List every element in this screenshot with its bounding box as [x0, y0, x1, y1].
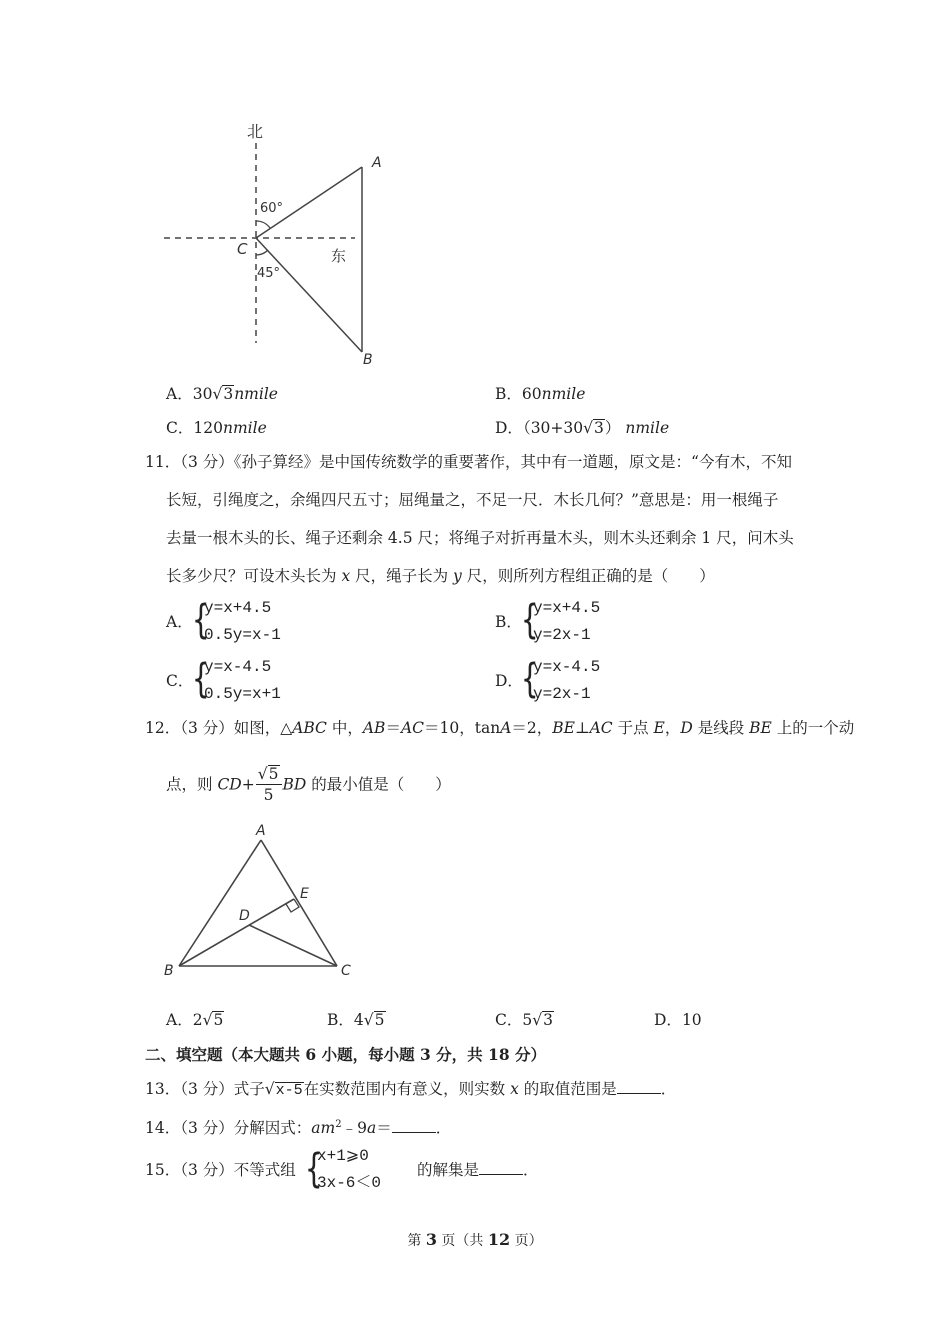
text: 的最小值是（ ） [306, 775, 451, 794]
equation-2: 0.5y=x-1 [204, 626, 281, 644]
text: 于点 [612, 719, 654, 737]
option-label: A． [166, 1011, 193, 1029]
unit: nmile [625, 419, 670, 437]
radicand: 3 [223, 385, 234, 403]
text: 是线段 [692, 719, 750, 737]
value-close: ） [604, 419, 621, 437]
point-d-label: D [239, 908, 250, 924]
angle-label-45: 45° [257, 266, 281, 281]
text: ＝ [385, 719, 401, 737]
q11-line-1: 11．（3 分）《孙子算经》是中国传统数学的重要著作，其中有一道题，原文是：“今有木，不知 [145, 453, 792, 471]
q13: 13．（3 分）式子√x-5在实数范围内有意义，则实数 x 的取值范围是 ． [145, 1080, 677, 1099]
nautical-figure [150, 115, 410, 375]
q11-line-2: 长短，引绳度之，余绳四尺五寸；屈绳量之，不足一尺．木长几何？”意思是：用一根绳子 [166, 491, 779, 509]
var: AB [362, 719, 386, 737]
point-b-label: B [363, 352, 373, 368]
text: 上的一个动 [771, 719, 855, 737]
q12-line-2 [166, 764, 451, 805]
point-a-label: A [372, 155, 382, 171]
point-b-label: B [164, 963, 174, 979]
text: ＝10，tan [424, 719, 501, 737]
radicand: 5 [374, 1011, 385, 1029]
radicand: 5 [213, 1011, 224, 1029]
radicand: 5 [268, 765, 279, 783]
answer-blank[interactable] [392, 1118, 436, 1133]
option-label: C． [166, 672, 194, 690]
q12-line-1 [145, 718, 854, 738]
var: E [653, 719, 665, 737]
var: CD [217, 775, 242, 794]
equation-2: y=2x-1 [533, 626, 591, 644]
answer-blank[interactable] [479, 1160, 523, 1175]
q12-option-c[interactable]: C．5√3 [495, 1011, 554, 1029]
q12-option-b[interactable]: B．4√5 [327, 1011, 385, 1029]
exponent: 2 [335, 1119, 342, 1130]
var: A [500, 719, 512, 737]
var: a [366, 1119, 377, 1138]
var: ABC [292, 719, 327, 737]
q11-line-3: 去量一根木头的长、绳子还剩余 4.5 尺；将绳子对折再量木头，则木头还剩余 1 尺，问木头 [166, 529, 794, 547]
var: D [680, 719, 693, 737]
segment-cb [256, 238, 362, 352]
q11-line-4 [166, 566, 715, 586]
q14 [145, 1115, 451, 1138]
text: 长多少尺？可设木头长为 [166, 567, 342, 585]
q10-option-a[interactable]: A．30√3nmile [166, 385, 278, 403]
text: 点，则 [166, 775, 218, 794]
text: ． [435, 1119, 452, 1138]
var: am [311, 1119, 336, 1138]
option-label: A． [166, 613, 193, 631]
option-label: B． [495, 385, 522, 403]
equation-1: y=x+4.5 [204, 599, 272, 617]
text: 尺，则所列方程组正确的是（ ） [461, 567, 715, 585]
text: 的解集是 [417, 1161, 480, 1179]
equation-2: y=2x-1 [533, 685, 591, 703]
text: 第 [407, 1233, 426, 1249]
q10-option-b[interactable] [495, 384, 585, 404]
equation-2: 0.5y=x+1 [204, 685, 281, 703]
segment-ac [261, 840, 337, 966]
option-label: B． [495, 613, 522, 631]
brace-icon: { [520, 656, 539, 702]
text: 13．（3 分）式子 [145, 1080, 265, 1098]
brace-icon: { [520, 597, 539, 643]
var: x [510, 1080, 519, 1098]
value: 60 [521, 385, 542, 403]
coef: 2 [192, 1011, 203, 1029]
option-label: A． [166, 385, 193, 403]
point-c-label: C [341, 963, 351, 979]
q12-option-d[interactable] [654, 1010, 702, 1030]
text: ﹣9 [341, 1119, 367, 1138]
segment-ab [179, 840, 261, 966]
value: 10 [681, 1011, 702, 1029]
text: ⊥ [575, 719, 590, 737]
value: 120 [193, 419, 223, 437]
q10-option-c[interactable] [166, 418, 267, 438]
text: 在实数范围内有意义，则实数 [303, 1080, 511, 1098]
equation-1: y=x-4.5 [533, 658, 601, 676]
radicand: 3 [543, 1011, 554, 1029]
segment-be [179, 899, 294, 966]
var-x: x [341, 567, 351, 585]
text: ， [664, 719, 681, 737]
var: AC [400, 719, 425, 737]
equation-1: y=x+4.5 [533, 599, 601, 617]
q15 [145, 1146, 539, 1198]
text: ＝2， [511, 719, 553, 737]
text: ． [660, 1080, 677, 1098]
unit: nmile [234, 385, 278, 403]
point-a-label: A [256, 823, 266, 839]
angle-arc-45 [256, 250, 268, 255]
text: 页） [510, 1233, 543, 1249]
text: 14．（3 分）分解因式： [145, 1119, 312, 1138]
text: 15．（3 分）不等式组 [145, 1161, 296, 1179]
equation-1: y=x-4.5 [204, 658, 272, 676]
unit: nmile [541, 385, 586, 403]
page-number: 3 [425, 1230, 437, 1249]
option-label: B． [327, 1011, 354, 1029]
brace-icon: { [191, 597, 210, 643]
text: + [241, 775, 255, 794]
angle-arc-60 [256, 221, 270, 228]
triangle-figure [155, 820, 370, 985]
page-total: 12 [487, 1230, 511, 1249]
inequality-1: x+1⩾0 [317, 1147, 369, 1165]
denominator: 5 [263, 786, 274, 804]
coef: 30 [192, 385, 213, 403]
text: ＝ [376, 1119, 392, 1138]
coef: 5 [522, 1011, 533, 1029]
fraction [256, 764, 282, 805]
section-2-title: 二、填空题（本大题共 6 小题，每小题 3 分，共 18 分） [145, 1045, 547, 1064]
inequality-2: 3x-6＜0 [317, 1174, 382, 1192]
var-y: y [453, 567, 462, 585]
text: 12．（3 分）如图，△ [145, 719, 293, 737]
text: 中， [326, 719, 363, 737]
var: AC [589, 719, 613, 737]
q12-option-a[interactable]: A．2√5 [166, 1011, 224, 1029]
brace-icon: { [304, 1146, 323, 1192]
q15-tail [417, 1160, 539, 1180]
option-label: C． [166, 419, 194, 437]
answer-blank[interactable] [617, 1079, 661, 1094]
option-label: D． [495, 672, 523, 690]
q10-option-d[interactable]: D．（30+30√3） nmile [495, 419, 670, 437]
option-label: D． [654, 1011, 682, 1029]
text: ． [523, 1161, 539, 1179]
radicand: x-5 [275, 1082, 303, 1099]
text: 的取值范围是 [518, 1080, 617, 1098]
var: BD [282, 775, 307, 794]
var: BE [749, 719, 772, 737]
coef: 4 [353, 1011, 364, 1029]
unit: nmile [222, 419, 267, 437]
option-label: C． [495, 1011, 523, 1029]
radicand: 3 [594, 419, 604, 437]
north-label: 北 [247, 122, 264, 141]
brace-icon: { [191, 656, 210, 702]
page-footer [0, 1230, 950, 1251]
east-label: 东 [331, 247, 347, 265]
option-label: D． [495, 419, 523, 437]
value-open: （30+30 [522, 419, 584, 437]
angle-label-60: 60° [260, 201, 284, 216]
text: 页（共 [436, 1233, 488, 1249]
var: BE [552, 719, 576, 737]
point-c-label: C [237, 240, 248, 258]
text: 尺，绳子长为 [350, 567, 454, 585]
numerator: √5 [256, 764, 282, 785]
point-e-label: E [300, 886, 309, 902]
